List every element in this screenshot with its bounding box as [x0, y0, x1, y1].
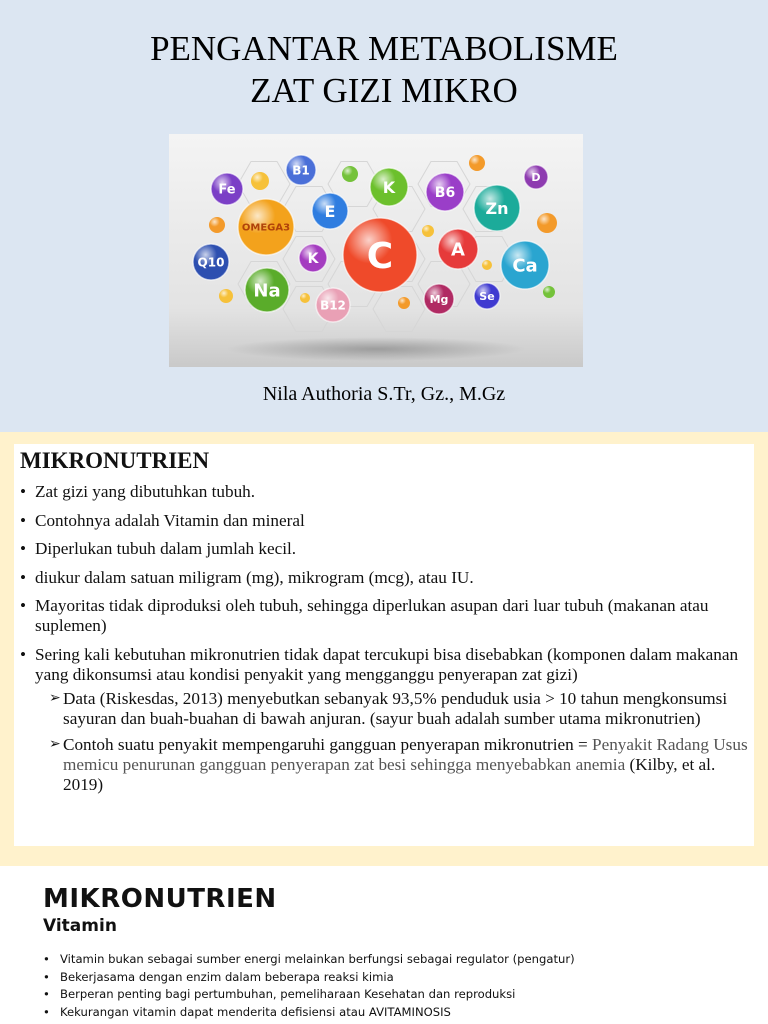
title-slide — [0, 0, 768, 432]
small-dot-shine — [251, 172, 269, 190]
bubble-label: B1 — [292, 163, 310, 178]
nutrient-bubble — [426, 173, 464, 211]
vitamin-bullet-list — [43, 951, 575, 1021]
bullet-list — [20, 482, 750, 803]
bullet-item: • Diperlukan tubuh dalam jumlah kecil. — [20, 539, 750, 559]
bubble-label: K — [382, 177, 396, 197]
bullet-item: • Kekurangan vitamin dapat menderita defisiensi atau AVITAMINOSIS — [43, 1004, 575, 1022]
bubble-label: Ca — [512, 255, 538, 277]
bubble-label: E — [324, 201, 336, 221]
bullet-item: • diukur dalam satuan miligram (mg), mikrogram (mcg), atau IU. — [20, 568, 750, 588]
nutrient-bubble — [211, 173, 243, 205]
content-panel — [14, 444, 754, 846]
nutrient-bubble — [343, 218, 417, 292]
sub-bullet-citation: (Kilby, et al. 2019) — [63, 754, 716, 794]
bubble-label: Na — [253, 280, 281, 302]
sub-bullet-item — [35, 735, 750, 795]
bubble-label: Mg — [429, 292, 449, 306]
nutrient-bubble — [316, 288, 350, 322]
sub-bullet-text: Contoh suatu penyakit mempengaruhi gangguan penyerapan mikronutrien = — [63, 734, 593, 754]
small-dot-shine — [209, 217, 225, 233]
bubble-label: C — [366, 235, 394, 277]
small-dot-shine — [219, 289, 233, 303]
bubble-label: A — [451, 239, 465, 261]
sub-bullet-item: ➢ Data (Riskesdas, 2013) menyebutkan sebanyak 93,5% penduduk usia > 10 tahun mengkonsumsi sayuran dan buah-buahan di bawah anjuran. (sayur buah adalah sumber utama mikronutrien) — [35, 689, 750, 729]
bubble-label: B12 — [320, 298, 346, 313]
title-line-2: ZAT GIZI MIKRO — [250, 71, 518, 110]
bullet-item: • Vitamin bukan sebagai sumber energi melainkan berfungsi sebagai regulator (pengatur) — [43, 951, 575, 969]
bubble-label: D — [531, 170, 541, 184]
author-name: Nila Authoria S.Tr, Gz., M.Gz — [262, 383, 506, 405]
nutrient-bubble — [238, 199, 294, 255]
nutrient-bubble — [286, 155, 316, 185]
small-dot-shine — [543, 286, 555, 298]
bullet-item — [20, 645, 750, 795]
bubble-label: B6 — [434, 185, 456, 202]
bubble-label: K — [307, 251, 319, 268]
small-dot-shine — [469, 155, 485, 171]
small-dot-shine — [422, 225, 434, 237]
nutrient-bubble — [474, 185, 520, 231]
title-line-1: PENGANTAR METABOLISME — [150, 29, 618, 68]
bubble-label: Fe — [218, 182, 236, 198]
sub-bullet-highlight: Penyakit Radang Usus memicu penurunan gangguan penyerapan zat besi sehingga menyebabkan anemia — [63, 734, 748, 774]
small-dot-shine — [300, 293, 310, 303]
small-dot-shine — [537, 213, 557, 233]
bullet-item: • Mayoritas tidak diproduksi oleh tubuh, sehingga diperlukan asupan dari luar tubuh (makanan atau suplemen) — [20, 596, 750, 636]
nutrient-bubble — [438, 229, 478, 269]
slide-subheading: Vitamin — [43, 916, 117, 936]
bubble-label: Q10 — [197, 255, 225, 270]
small-dot-shine — [342, 166, 358, 182]
bullet-item: • Contohnya adalah Vitamin dan mineral — [20, 511, 750, 531]
mikronutrien-slide — [0, 432, 768, 866]
bubble-label: OMEGA3 — [241, 222, 291, 234]
bubble-label: Se — [479, 289, 495, 303]
nutrient-bubble — [424, 284, 454, 314]
slide-title — [0, 28, 768, 112]
nutrient-bubble — [245, 268, 289, 312]
sub-bullet-list — [35, 689, 750, 795]
slide-heading: MIKRONUTRIEN — [20, 448, 210, 473]
bullet-text: Sering kali kebutuhan mikronutrien tidak dapat tercukupi bisa disebabkan (komponen dalam makanan yang dikonsumsi atau kondisi penyakit yang mengganggu penyerapan zat gizi) — [35, 644, 739, 684]
nutrient-bubble — [312, 193, 348, 229]
bullet-item: • Berperan penting bagi pertumbuhan, pemeliharaan Kesehatan dan reproduksi — [43, 986, 575, 1004]
vitamin-bubbles-graphic — [169, 134, 583, 367]
slide-heading: MIKRONUTRIEN — [43, 884, 277, 914]
vitamin-mineral-illustration — [169, 134, 583, 367]
nutrient-bubble — [193, 244, 229, 280]
bullet-item: • Zat gizi yang dibutuhkan tubuh. — [20, 482, 750, 502]
small-dot-shine — [398, 297, 410, 309]
bullet-item: • Bekerjasama dengan enzim dalam beberapa reaksi kimia — [43, 969, 575, 987]
nutrient-bubble — [370, 168, 408, 206]
small-dot-shine — [482, 260, 492, 270]
nutrient-bubble — [474, 283, 500, 309]
nutrient-bubble — [524, 165, 548, 189]
vitamin-slide — [0, 866, 768, 1024]
bubble-label: Zn — [485, 198, 509, 218]
nutrient-bubble — [299, 244, 327, 272]
nutrient-bubble — [501, 241, 549, 289]
